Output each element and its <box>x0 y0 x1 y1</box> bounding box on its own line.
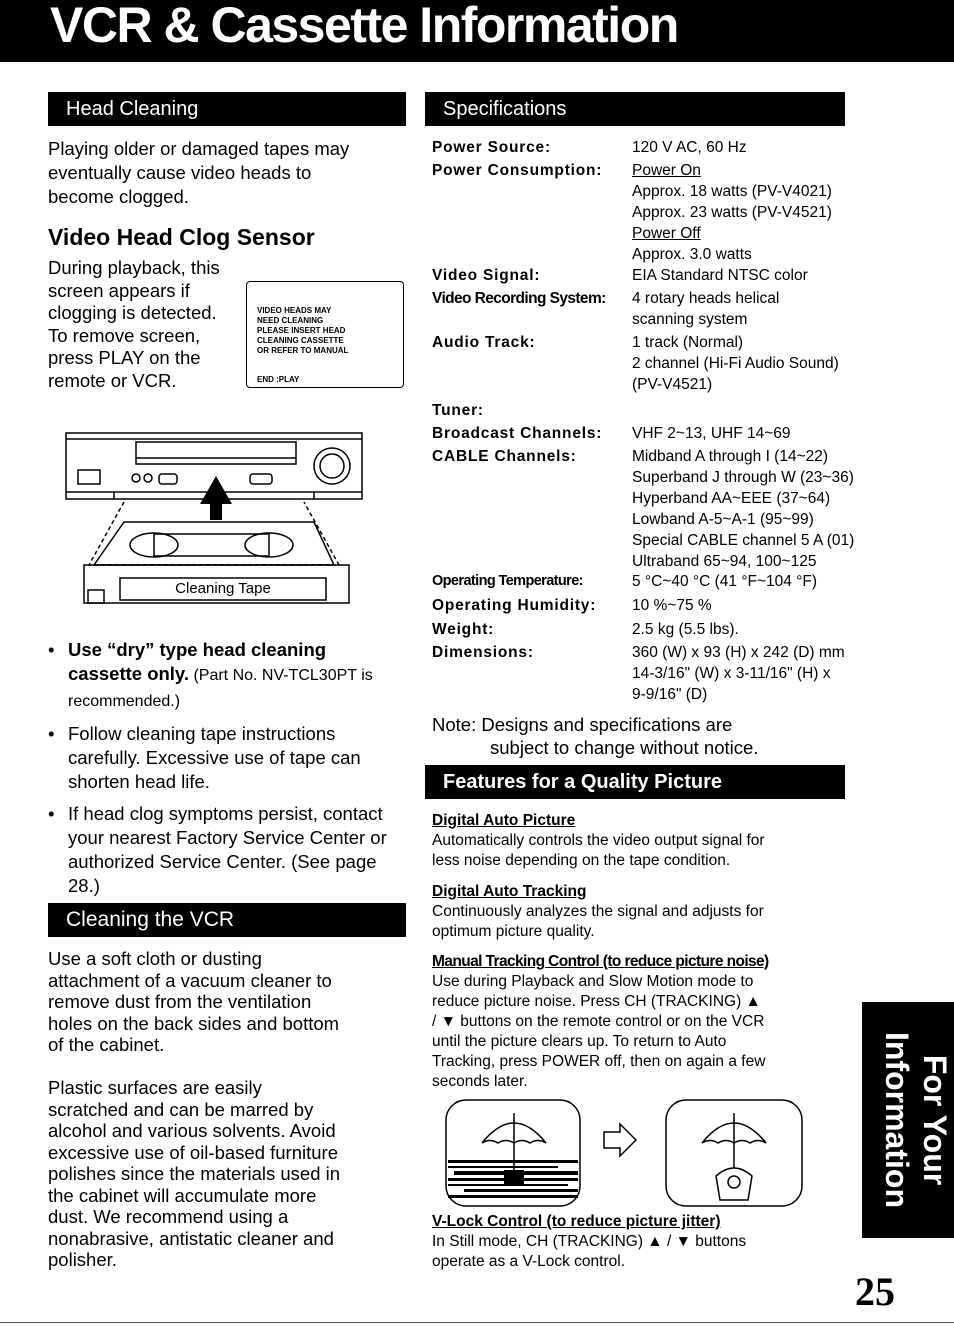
spec-value-line: Superband J through W (23~36) <box>632 469 854 486</box>
spec-value <box>632 642 872 705</box>
intro-line: eventually cause video heads to <box>48 162 312 183</box>
spec-value <box>632 288 872 330</box>
feature-text: Continuously analyzes the signal and adjusts for <box>432 903 764 920</box>
head-cleaning-intro <box>48 137 408 209</box>
cleaning-vcr-para2 <box>48 1077 408 1271</box>
para-line: of the cabinet. <box>48 1034 165 1055</box>
spec-value: VHF 2~13, UHF 14~69 <box>632 425 791 442</box>
head-cleaning-tips <box>48 638 388 906</box>
intro-line: Playing older or damaged tapes may <box>48 138 350 159</box>
spec-label: CABLE Channels: <box>432 448 577 465</box>
spec-value-line: Ultraband 65~94, 100~125 <box>632 553 817 570</box>
sensor-title: Video Head Clog Sensor <box>48 224 315 250</box>
sensor-text <box>48 257 248 392</box>
specifications-heading: Specifications <box>425 92 845 126</box>
note-line: Note: Designs and specifications are <box>432 714 733 735</box>
feature-text: Automatically controls the video output signal for <box>432 832 765 849</box>
para-line: the cabinet will accumulate more <box>48 1184 317 1206</box>
spec-value <box>632 332 872 395</box>
feature-text: seconds later. <box>432 1073 528 1090</box>
clog-warning-screen <box>246 281 404 388</box>
para-line: holes on the back sides and bottom <box>48 1012 340 1034</box>
spec-label: Power Consumption: <box>432 162 603 179</box>
tip-bold: Use “dry” type head cleaning cassette only. <box>68 639 327 684</box>
feature-text: In Still mode, CH (TRACKING) ▲ / ▼ buttons <box>432 1233 747 1250</box>
spec-label: Video Recording System: <box>432 290 606 307</box>
sensor-line: screen appears if <box>48 279 190 301</box>
spec-value <box>632 160 872 265</box>
spec-label: Video Signal: <box>432 267 541 284</box>
feature-manual-tracking <box>432 952 852 1092</box>
side-tab-line: Information <box>879 1032 915 1208</box>
spec-label: Weight: <box>432 621 495 638</box>
para-line: excessive use of oil-based furniture <box>48 1141 338 1163</box>
spec-value: 120 V AC, 60 Hz <box>632 139 747 156</box>
para-line: alcohol and various solvents. Avoid <box>48 1120 336 1141</box>
feature-text: reduce picture noise. Press CH (TRACKING) ▲ <box>432 993 761 1010</box>
page-title: VCR & Cassette Information <box>50 0 678 53</box>
feature-text: optimum picture quality. <box>432 923 595 940</box>
page-number: 25 <box>855 1269 895 1314</box>
sensor-line: press PLAY on the <box>48 347 201 368</box>
spec-value-line: Approx. 3.0 watts <box>632 246 752 263</box>
tip-part-no: (Part No. NV-TCL30PT is recommended.) <box>68 667 373 710</box>
power-off-label: Power Off <box>632 225 701 242</box>
spec-value-line: scanning system <box>632 311 748 328</box>
spec-label: Operating Temperature: <box>432 573 583 589</box>
cleaning-vcr-para1 <box>48 948 408 1056</box>
spec-value: 10 %~75 % <box>632 597 712 614</box>
spec-label: Power Source: <box>432 139 551 156</box>
sensor-line: clogging is detected. <box>48 302 217 323</box>
sensor-line: remote or VCR. <box>48 369 177 391</box>
spec-label: Dimensions: <box>432 644 534 661</box>
para-line: polisher. <box>48 1249 117 1270</box>
para-line: nonabrasive, antistatic cleaner and <box>48 1227 334 1249</box>
feature-text: operate as a V-Lock control. <box>432 1253 626 1270</box>
note-line: subject to change without notice. <box>490 737 759 758</box>
features-heading: Features for a Quality Picture <box>425 765 845 799</box>
feature-digital-auto-picture <box>432 811 852 871</box>
screen-footer: END :PLAY <box>257 375 300 384</box>
para-line: dust. We recommend using a <box>48 1206 289 1227</box>
for-your-information-tab <box>862 1002 954 1238</box>
para-line: Use a soft cloth or dusting <box>48 948 262 969</box>
spec-value-line: Approx. 18 watts (PV-V4021) <box>632 183 832 200</box>
feature-text: Tracking, press POWER off, then on again a few <box>432 1053 766 1070</box>
spec-value-line: Hyperband AA~EEE (37~64) <box>632 490 831 507</box>
tip-dry-cassette <box>48 638 388 714</box>
spec-value-line: 14-3/16" (W) x 3-11/16" (H) x <box>632 665 831 682</box>
feature-title: Digital Auto Picture <box>432 812 576 829</box>
spec-label: Broadcast Channels: <box>432 425 603 442</box>
feature-v-lock <box>432 1212 852 1272</box>
sensor-line: To remove screen, <box>48 324 201 346</box>
spec-value-line: 1 track (Normal) <box>632 334 744 351</box>
spec-note <box>432 713 758 759</box>
side-tab-line: For Your <box>917 1054 953 1186</box>
spec-value-line: 2 channel (Hi-Fi Audio Sound) <box>632 355 839 372</box>
tip-follow-instructions: • Follow cleaning tape instructions carefully. Excessive use of tape can shorten head life. <box>48 722 388 794</box>
para-line: polishes since the materials used in <box>48 1163 341 1184</box>
feature-text: until the picture clears up. To return to Auto <box>432 1033 727 1050</box>
cleaning-vcr-heading: Cleaning the VCR <box>48 903 406 937</box>
spec-label: Tuner: <box>432 402 484 419</box>
side-tab-text <box>862 1002 954 1238</box>
spec-value-line: Approx. 23 watts (PV-V4521) <box>632 204 832 221</box>
para-line: scratched and can be marred by <box>48 1098 314 1120</box>
spec-value <box>632 446 872 572</box>
para-line: remove dust from the ventilation <box>48 991 312 1012</box>
spec-value: EIA Standard NTSC color <box>632 267 808 284</box>
feature-text: / ▼ buttons on the remote control or on the VCR <box>432 1013 765 1030</box>
sensor-line: During playback, this <box>48 257 220 278</box>
tracking-illustration <box>444 1098 806 1210</box>
feature-title: Digital Auto Tracking <box>432 883 587 900</box>
bottom-rule <box>0 1322 954 1323</box>
screen-message: VIDEO HEADS MAY NEED CLEANING PLEASE INSERT HEAD CLEANING CASSETTE OR REFER TO MANUAL <box>257 306 349 355</box>
spec-value-line: Lowband A-5~A-1 (95~99) <box>632 511 814 528</box>
feature-title: V-Lock Control (to reduce picture jitter) <box>432 1213 721 1230</box>
title-banner <box>0 0 954 62</box>
head-cleaning-heading: Head Cleaning <box>48 92 406 126</box>
para-line: Plastic surfaces are easily <box>48 1077 262 1098</box>
tape-label: Cleaning Tape <box>175 580 271 597</box>
tip-persistent-clog: • If head clog symptoms persist, contact your nearest Factory Service Center or authorized Service Center. (See page 28.) <box>48 802 388 898</box>
spec-value: 5 °C~40 °C (41 °F~104 °F) <box>632 573 818 590</box>
spec-value-line: 360 (W) x 93 (H) x 242 (D) mm <box>632 644 845 661</box>
spec-value: 2.5 kg (5.5 lbs). <box>632 621 739 638</box>
feature-title: Manual Tracking Control (to reduce picture noise) <box>432 953 769 970</box>
para-line: attachment of a vacuum cleaner to <box>48 969 332 991</box>
spec-value-line: Special CABLE channel 5 A (01) <box>632 532 855 549</box>
spec-label: Audio Track: <box>432 334 536 351</box>
spec-value-line: (PV-V4521) <box>632 376 713 393</box>
spec-value-line: Midband A through I (14~22) <box>632 448 829 465</box>
spec-label: Operating Humidity: <box>432 597 597 614</box>
spec-value-line: 9-9/16" (D) <box>632 686 708 703</box>
feature-text: less noise depending on the tape condition. <box>432 852 731 869</box>
power-on-label: Power On <box>632 162 701 179</box>
spec-value-line: 4 rotary heads helical <box>632 290 780 307</box>
feature-digital-auto-tracking <box>432 882 852 942</box>
intro-line: become clogged. <box>48 186 189 207</box>
feature-text: Use during Playback and Slow Motion mode to <box>432 973 754 990</box>
